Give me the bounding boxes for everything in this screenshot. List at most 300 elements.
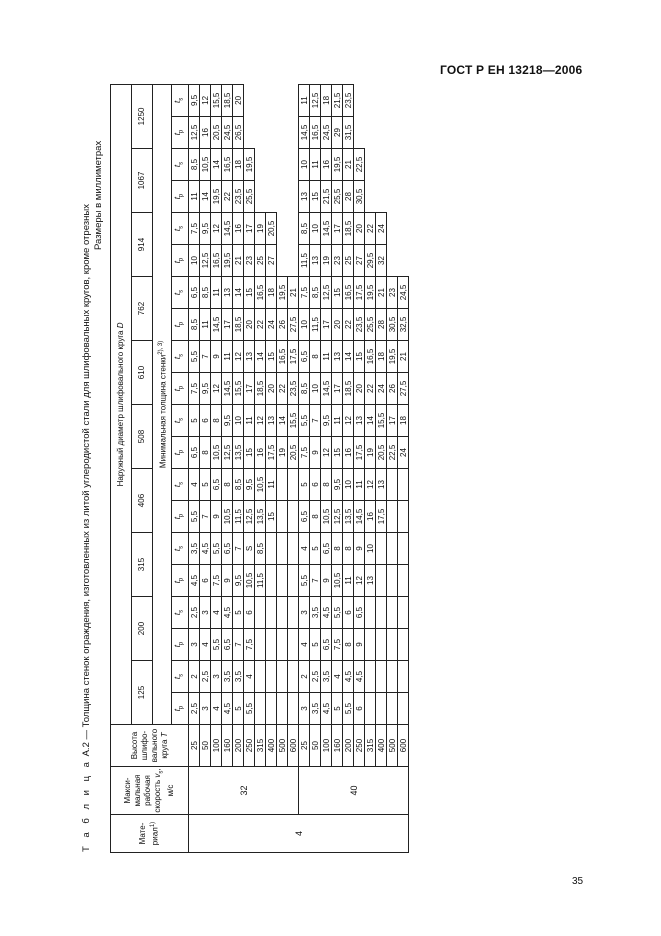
height-cell: 500	[387, 725, 398, 767]
value-cell: 6,5	[321, 533, 332, 565]
value-cell: 8	[343, 629, 354, 661]
height-cell: 250	[244, 725, 255, 767]
value-cell: 8,5	[200, 277, 211, 309]
empty-cell	[387, 181, 398, 213]
value-cell: 25	[343, 245, 354, 277]
value-cell: 12	[211, 213, 222, 245]
empty-cell	[354, 117, 365, 149]
table-title: Толщина стенок ограждения, изготовленных из литой углеродистой стали для шлифовальных кругов, кроме отрезных	[81, 204, 92, 728]
value-cell: 10,5	[211, 437, 222, 469]
value-cell: 22,5	[354, 149, 365, 181]
diameter-header: 406	[132, 469, 153, 533]
value-cell: 16,5	[343, 277, 354, 309]
empty-cell	[365, 597, 376, 629]
value-cell: 6	[310, 469, 321, 501]
value-cell: 7,5	[189, 373, 200, 405]
value-cell: 5	[332, 693, 343, 725]
value-cell: 3	[189, 629, 200, 661]
empty-cell	[387, 149, 398, 181]
ts-header: $t_s$	[172, 149, 189, 181]
value-cell: 18	[398, 405, 409, 437]
value-cell: 17	[387, 405, 398, 437]
empty-cell	[277, 629, 288, 661]
value-cell: 11	[200, 309, 211, 341]
value-cell: 11	[332, 405, 343, 437]
value-cell: 15	[310, 181, 321, 213]
value-cell: 4	[200, 629, 211, 661]
value-cell: 18	[266, 277, 277, 309]
value-cell: 20	[332, 309, 343, 341]
empty-cell	[387, 533, 398, 565]
value-cell: 32,5	[398, 309, 409, 341]
value-cell: 16,5	[310, 117, 321, 149]
value-cell: 5,5	[189, 501, 200, 533]
value-cell: 30,5	[354, 181, 365, 213]
value-cell: 18	[233, 149, 244, 181]
value-cell: 26	[387, 373, 398, 405]
value-cell: 27,5	[288, 309, 299, 341]
height-cell: 600	[398, 725, 409, 767]
value-cell: 5,5	[211, 533, 222, 565]
table-row	[398, 84, 409, 852]
empty-cell	[277, 181, 288, 213]
value-cell: 6	[244, 597, 255, 629]
empty-cell	[277, 245, 288, 277]
value-cell: 4	[189, 469, 200, 501]
empty-cell	[288, 533, 299, 565]
value-cell: 16	[365, 501, 376, 533]
value-cell: 8	[343, 533, 354, 565]
value-cell: 5,5	[189, 341, 200, 373]
value-cell: 21,5	[321, 181, 332, 213]
page-number: 35	[572, 876, 584, 887]
empty-cell	[376, 84, 387, 116]
value-cell: 15,5	[211, 84, 222, 116]
value-cell: 20,5	[288, 437, 299, 469]
value-cell: 8	[222, 469, 233, 501]
value-cell: 19,5	[211, 181, 222, 213]
table-row	[376, 84, 387, 852]
value-cell: 11	[211, 277, 222, 309]
ts-header: $t_s$	[172, 213, 189, 245]
value-cell: 3	[200, 597, 211, 629]
value-cell: 11,5	[310, 309, 321, 341]
value-cell: 10	[189, 245, 200, 277]
value-cell: 2,5	[189, 693, 200, 725]
empty-cell	[376, 565, 387, 597]
table-number: А.2 —	[81, 727, 92, 760]
speed-cell: 40	[299, 767, 409, 815]
height-cell: 50	[310, 725, 321, 767]
value-cell: 15	[266, 341, 277, 373]
value-cell: 11	[222, 341, 233, 373]
value-cell: 12,5	[200, 245, 211, 277]
col-header-height: Высота шлифо-вального круга T	[111, 725, 189, 767]
value-cell: 15,5	[233, 373, 244, 405]
value-cell: 12,5	[222, 437, 233, 469]
value-cell: 4	[299, 533, 310, 565]
empty-cell	[288, 629, 299, 661]
value-cell: 19	[321, 245, 332, 277]
value-cell: 15	[332, 437, 343, 469]
value-cell: 10	[343, 469, 354, 501]
value-cell: 11,5	[299, 245, 310, 277]
value-cell: 21	[233, 245, 244, 277]
empty-cell	[277, 597, 288, 629]
empty-cell	[288, 213, 299, 245]
ts-header: $t_s$	[172, 277, 189, 309]
empty-cell	[266, 117, 277, 149]
height-cell: 315	[365, 725, 376, 767]
value-cell: 22	[277, 373, 288, 405]
value-cell: 27	[354, 245, 365, 277]
value-cell: 14,5	[299, 117, 310, 149]
diameter-header: 125	[132, 661, 153, 725]
value-cell: 9,5	[200, 373, 211, 405]
empty-cell	[398, 661, 409, 693]
value-cell: 7	[200, 341, 211, 373]
value-cell: 14	[277, 405, 288, 437]
diameter-header: 200	[132, 597, 153, 661]
value-cell: 10,5	[332, 565, 343, 597]
value-cell: 16,5	[365, 341, 376, 373]
height-cell: 50	[200, 725, 211, 767]
table-row	[387, 84, 398, 852]
value-cell: 24,5	[222, 117, 233, 149]
empty-cell	[387, 693, 398, 725]
value-cell: 5	[200, 469, 211, 501]
value-cell: 16,5	[255, 277, 266, 309]
value-cell: 10	[233, 405, 244, 437]
empty-cell	[398, 117, 409, 149]
empty-cell	[354, 84, 365, 116]
value-cell: 27,5	[398, 373, 409, 405]
tp-header: $t_p$	[172, 245, 189, 277]
empty-cell	[288, 117, 299, 149]
empty-cell	[365, 629, 376, 661]
empty-cell	[365, 661, 376, 693]
value-cell: 26,5	[233, 117, 244, 149]
value-cell: 9,5	[244, 469, 255, 501]
material-cell: 4	[189, 815, 409, 853]
value-cell: 20	[354, 373, 365, 405]
value-cell: 9	[354, 533, 365, 565]
empty-cell	[376, 117, 387, 149]
empty-cell	[387, 597, 398, 629]
value-cell: 13	[266, 405, 277, 437]
value-cell: 19	[255, 213, 266, 245]
value-cell: 11	[244, 405, 255, 437]
table-row	[332, 84, 343, 852]
empty-cell	[255, 84, 266, 116]
empty-cell	[376, 181, 387, 213]
tp-header: $t_p$	[172, 437, 189, 469]
value-cell: 6,5	[354, 597, 365, 629]
value-cell: 18,5	[222, 84, 233, 116]
value-cell: 13,5	[233, 437, 244, 469]
value-cell: 14,5	[321, 373, 332, 405]
value-cell: 5	[233, 597, 244, 629]
value-cell: 7,5	[299, 277, 310, 309]
empty-cell	[277, 693, 288, 725]
value-cell: 9	[211, 501, 222, 533]
value-cell: 20,5	[376, 437, 387, 469]
ts-header: $t_s$	[172, 533, 189, 565]
value-cell: 27	[266, 245, 277, 277]
value-cell: 12	[321, 437, 332, 469]
value-cell: 7	[310, 565, 321, 597]
empty-cell	[277, 149, 288, 181]
units-note: Размеры в миллиметрах	[93, 140, 104, 250]
value-cell: 3,5	[233, 661, 244, 693]
empty-cell	[266, 597, 277, 629]
value-cell: 11	[321, 341, 332, 373]
value-cell: 12,5	[189, 117, 200, 149]
value-cell: 11,5	[233, 501, 244, 533]
ts-header: $t_s$	[172, 597, 189, 629]
value-cell: 14	[343, 341, 354, 373]
value-cell: 23,5	[343, 84, 354, 116]
ts-header: $t_s$	[172, 84, 189, 116]
tp-header: $t_p$	[172, 629, 189, 661]
empty-cell	[266, 533, 277, 565]
value-cell: 5	[299, 469, 310, 501]
value-cell: 2,5	[310, 661, 321, 693]
height-cell: 315	[255, 725, 266, 767]
value-cell: 4	[211, 597, 222, 629]
diameter-header: 1067	[132, 149, 153, 213]
height-cell: 500	[277, 725, 288, 767]
value-cell: 8,5	[299, 373, 310, 405]
empty-cell	[244, 117, 255, 149]
value-cell: 12	[200, 84, 211, 116]
value-cell: 5,5	[332, 597, 343, 629]
empty-cell	[365, 181, 376, 213]
value-cell: 6,5	[321, 629, 332, 661]
value-cell: 16,5	[211, 245, 222, 277]
value-cell: 24	[376, 213, 387, 245]
empty-cell	[365, 693, 376, 725]
table-caption	[80, 152, 93, 852]
value-cell: 19,5	[277, 277, 288, 309]
value-cell: 20,5	[211, 117, 222, 149]
height-cell: 160	[222, 725, 233, 767]
value-cell: 2	[299, 661, 310, 693]
empty-cell	[244, 84, 255, 116]
document-header: ГОСТ Р ЕН 13218—2006	[440, 63, 583, 77]
value-cell: 24	[266, 309, 277, 341]
table-row	[222, 84, 233, 852]
value-cell: 5,5	[299, 565, 310, 597]
value-cell: 14	[365, 405, 376, 437]
value-cell: 13,5	[255, 501, 266, 533]
empty-cell	[387, 84, 398, 116]
empty-cell	[266, 661, 277, 693]
value-cell: 7	[233, 629, 244, 661]
diameter-header: 914	[132, 213, 153, 277]
value-cell: S	[244, 533, 255, 565]
value-cell: 11	[189, 181, 200, 213]
value-cell: 16	[233, 213, 244, 245]
value-cell: 24,5	[321, 117, 332, 149]
empty-cell	[398, 149, 409, 181]
value-cell: 19	[277, 437, 288, 469]
ts-header: $t_s$	[172, 405, 189, 437]
value-cell: 17	[321, 309, 332, 341]
value-cell: 4	[244, 661, 255, 693]
empty-cell	[398, 597, 409, 629]
empty-cell	[255, 117, 266, 149]
value-cell: 2,5	[189, 597, 200, 629]
value-cell: 12,5	[244, 501, 255, 533]
value-cell: 23	[244, 245, 255, 277]
value-cell: 7,5	[299, 437, 310, 469]
empty-cell	[255, 693, 266, 725]
value-cell: 5	[189, 405, 200, 437]
value-cell: 15	[266, 501, 277, 533]
value-cell: 20	[244, 309, 255, 341]
value-cell: 14,5	[211, 309, 222, 341]
value-cell: 22,5	[387, 437, 398, 469]
value-cell: 10	[299, 309, 310, 341]
empty-cell	[255, 629, 266, 661]
height-cell: 25	[189, 725, 200, 767]
height-cell: 160	[332, 725, 343, 767]
value-cell: 13	[222, 277, 233, 309]
tp-header: $t_p$	[172, 565, 189, 597]
value-cell: 16	[255, 437, 266, 469]
value-cell: 3	[299, 693, 310, 725]
value-cell: 20	[266, 373, 277, 405]
tp-header: $t_p$	[172, 309, 189, 341]
table-row	[211, 84, 222, 852]
value-cell: 13	[299, 181, 310, 213]
value-cell: 32	[376, 245, 387, 277]
empty-cell	[255, 661, 266, 693]
value-cell: 9	[354, 629, 365, 661]
value-cell: 11,5	[255, 565, 266, 597]
value-cell: 24,5	[398, 277, 409, 309]
empty-cell	[398, 245, 409, 277]
value-cell: 17,5	[376, 501, 387, 533]
value-cell: 6,5	[189, 277, 200, 309]
empty-cell	[365, 117, 376, 149]
empty-cell	[398, 501, 409, 533]
value-cell: 6	[200, 405, 211, 437]
value-cell: 26	[277, 309, 288, 341]
value-cell: 13,5	[343, 501, 354, 533]
value-cell: 24	[398, 437, 409, 469]
value-cell: 4,5	[321, 597, 332, 629]
tp-header: $t_p$	[172, 181, 189, 213]
value-cell: 12	[365, 469, 376, 501]
table-row	[244, 84, 255, 852]
empty-cell	[376, 149, 387, 181]
table-row	[200, 84, 211, 852]
empty-cell	[387, 245, 398, 277]
value-cell: 10	[365, 533, 376, 565]
value-cell: 11	[266, 469, 277, 501]
value-cell: 9	[211, 341, 222, 373]
value-cell: 5	[310, 533, 321, 565]
value-cell: 16	[343, 437, 354, 469]
height-cell: 200	[233, 725, 244, 767]
empty-cell	[376, 629, 387, 661]
value-cell: 14,5	[222, 373, 233, 405]
col-header-speed: Макси-мальная рабочая скорость $v_s$, м/с	[111, 767, 189, 815]
value-cell: 18,5	[255, 373, 266, 405]
wall-thickness-table	[110, 84, 409, 853]
value-cell: 3,5	[310, 693, 321, 725]
value-cell: 11	[299, 84, 310, 116]
empty-cell	[288, 501, 299, 533]
col-header-min-wall: Минимальная толщина стенки$^{2), 3)}$	[153, 84, 172, 724]
value-cell: 7,5	[211, 565, 222, 597]
value-cell: 25	[255, 245, 266, 277]
value-cell: 18	[376, 341, 387, 373]
value-cell: 10,5	[244, 565, 255, 597]
value-cell: 6	[354, 693, 365, 725]
value-cell: 19,5	[222, 245, 233, 277]
value-cell: 30,5	[387, 309, 398, 341]
value-cell: 4,5	[189, 565, 200, 597]
height-cell: 600	[288, 725, 299, 767]
value-cell: 17	[332, 213, 343, 245]
empty-cell	[266, 84, 277, 116]
empty-cell	[288, 565, 299, 597]
value-cell: 4,5	[222, 597, 233, 629]
empty-cell	[398, 629, 409, 661]
value-cell: 14	[200, 181, 211, 213]
value-cell: 7,5	[244, 629, 255, 661]
value-cell: 4,5	[200, 533, 211, 565]
empty-cell	[376, 533, 387, 565]
value-cell: 24	[376, 373, 387, 405]
value-cell: 25,5	[365, 309, 376, 341]
value-cell: 12,5	[310, 84, 321, 116]
value-cell: 10,5	[321, 501, 332, 533]
value-cell: 9,5	[321, 405, 332, 437]
value-cell: 28	[343, 181, 354, 213]
empty-cell	[387, 213, 398, 245]
value-cell: 11	[354, 469, 365, 501]
value-cell: 14	[211, 149, 222, 181]
value-cell: 16,5	[277, 341, 288, 373]
value-cell: 5,5	[299, 405, 310, 437]
value-cell: 3	[299, 597, 310, 629]
value-cell: 5	[310, 629, 321, 661]
value-cell: 19,5	[387, 341, 398, 373]
value-cell: 23,5	[233, 181, 244, 213]
value-cell: 13	[310, 245, 321, 277]
value-cell: 14,5	[321, 213, 332, 245]
value-cell: 15,5	[288, 405, 299, 437]
value-cell: 12,5	[332, 501, 343, 533]
value-cell: 9	[321, 565, 332, 597]
empty-cell	[255, 181, 266, 213]
tp-header: $t_p$	[172, 373, 189, 405]
height-cell: 400	[266, 725, 277, 767]
value-cell: 6,5	[299, 341, 310, 373]
value-cell: 3,5	[222, 661, 233, 693]
value-cell: 5,5	[211, 629, 222, 661]
empty-cell	[387, 501, 398, 533]
value-cell: 6,5	[299, 501, 310, 533]
value-cell: 17	[332, 373, 343, 405]
value-cell: 9,5	[200, 213, 211, 245]
empty-cell	[266, 149, 277, 181]
table-row	[321, 84, 332, 852]
